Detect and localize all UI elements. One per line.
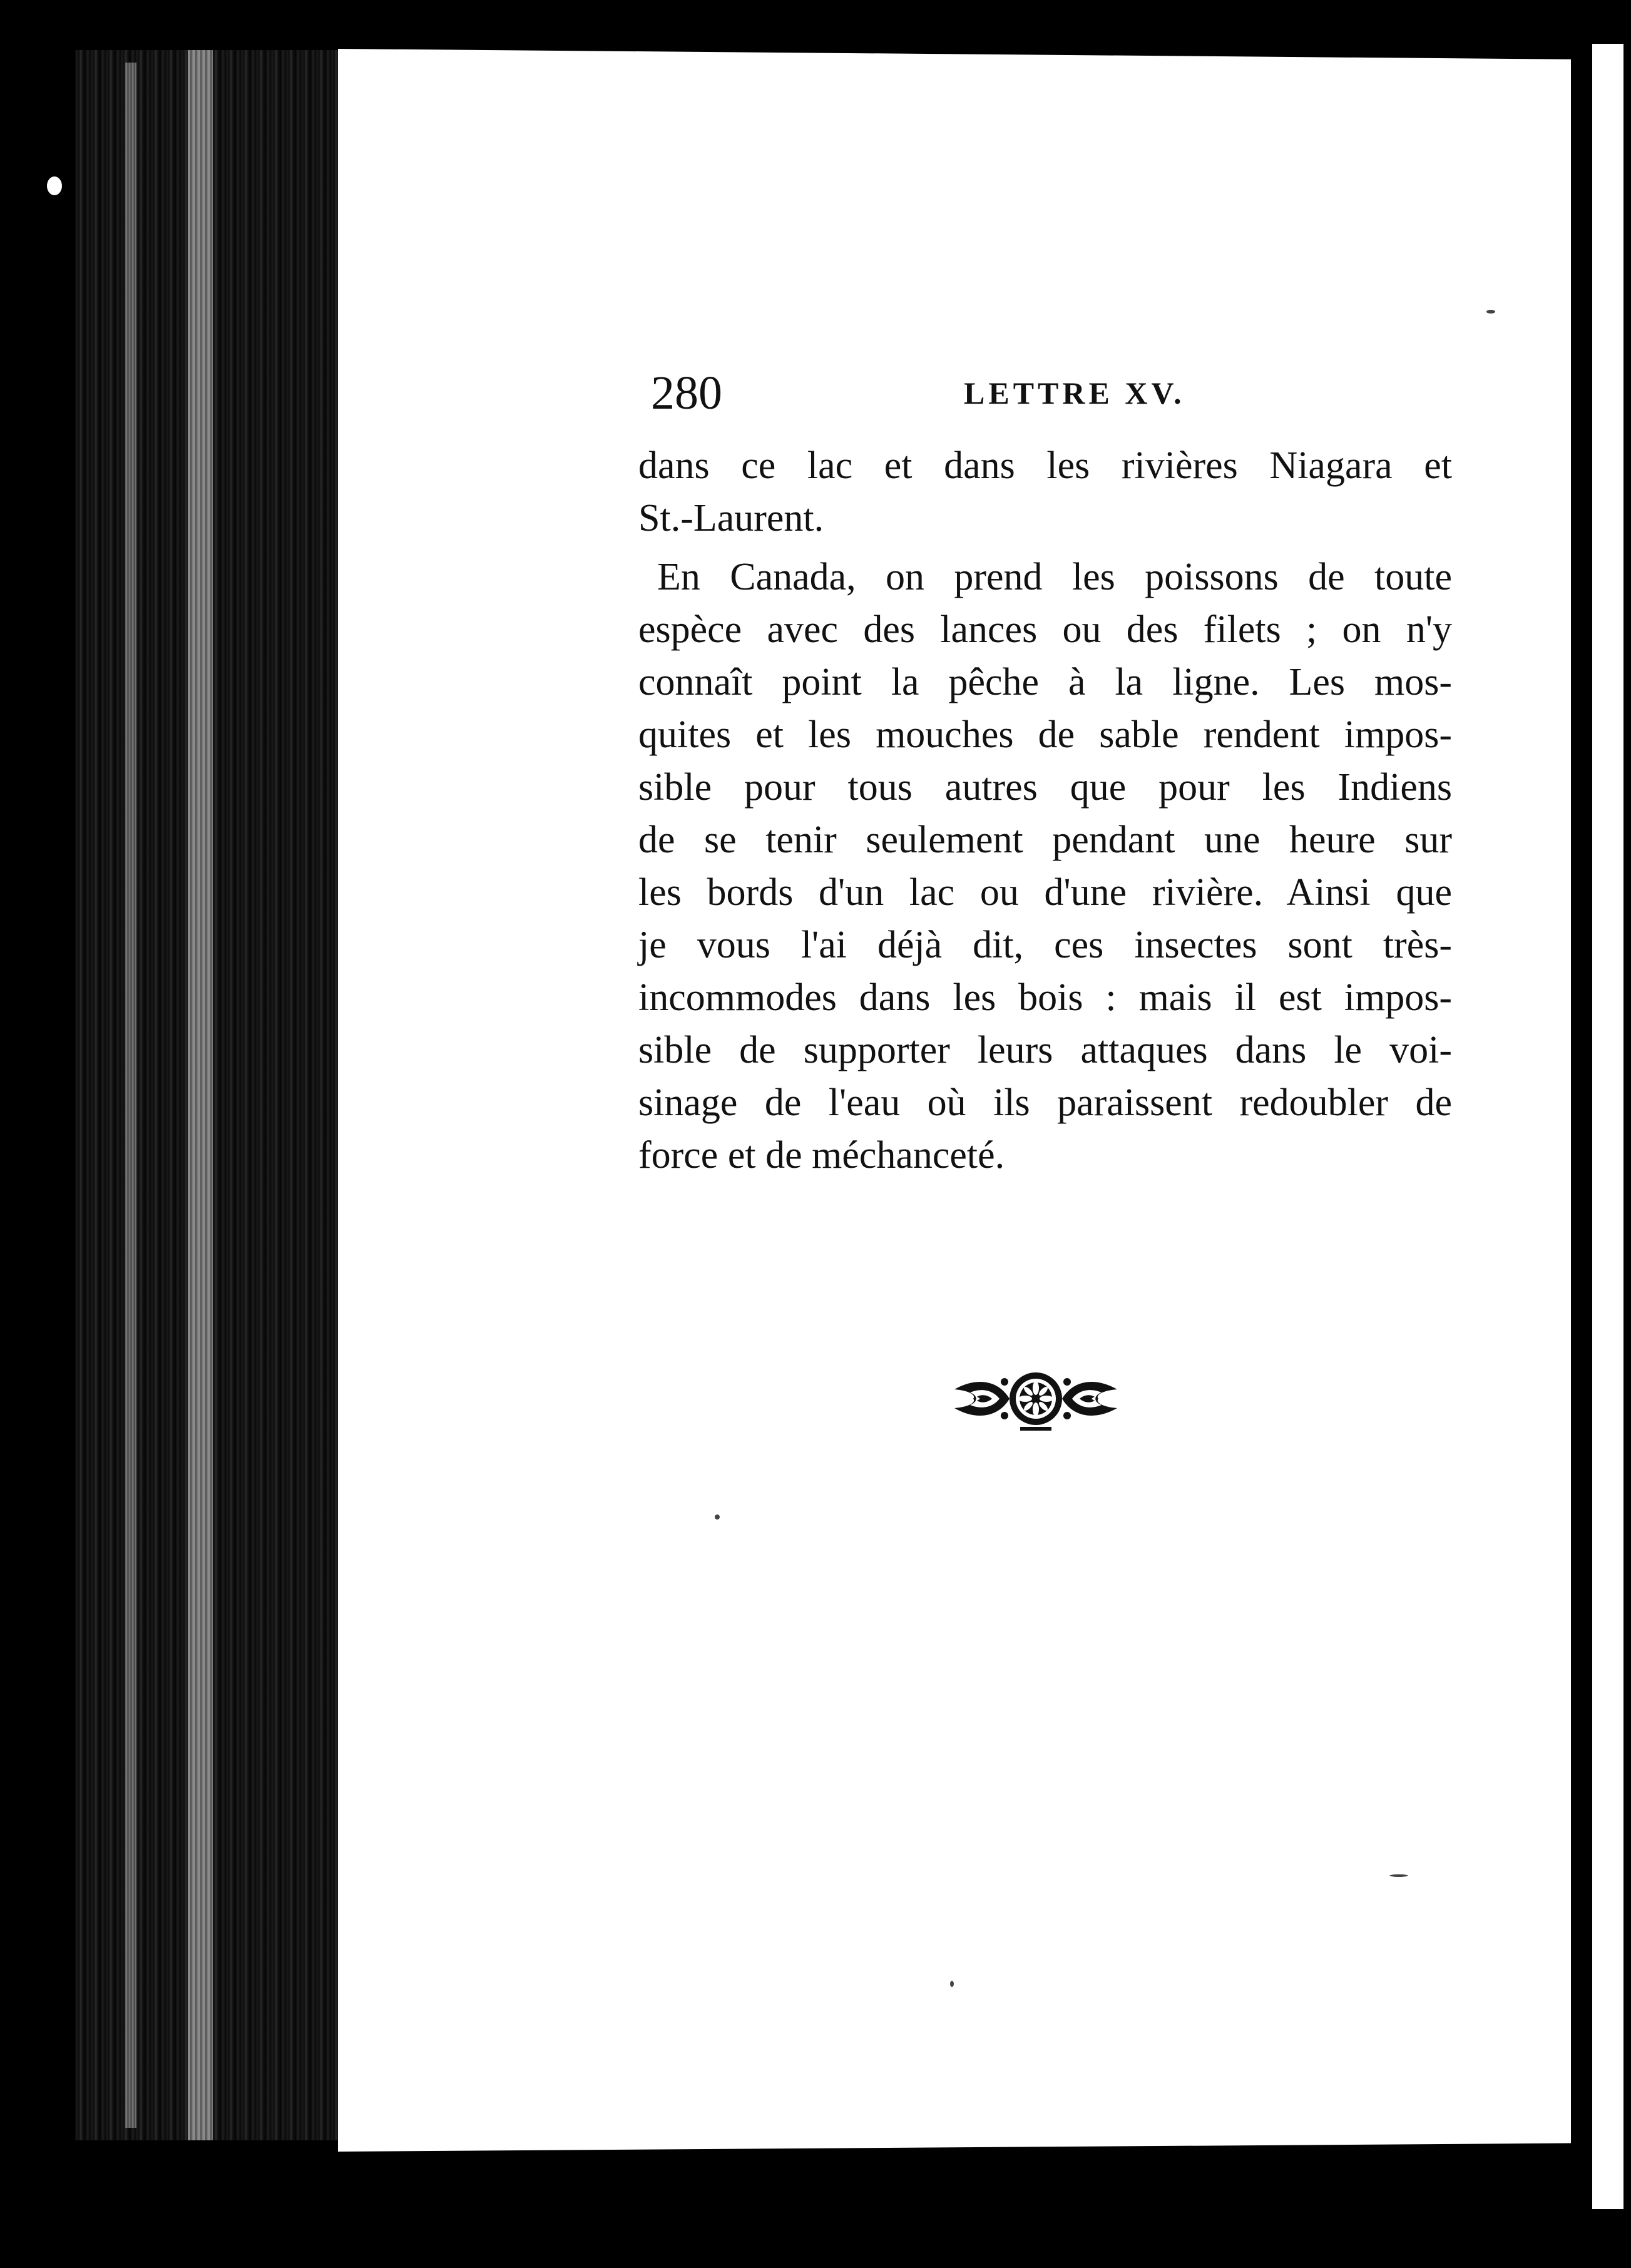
text-line: sinage de l'eau où ils paraissent redoubler de bbox=[638, 1081, 1452, 1124]
text-line: dans ce lac et dans les rivières Niagara et bbox=[638, 444, 1452, 487]
scan-speck bbox=[950, 1981, 954, 1987]
text-line: En Canada, on prend les poissons de toute bbox=[657, 556, 1452, 598]
facing-page-edge bbox=[1577, 44, 1623, 2209]
text-line: St.-Laurent. bbox=[638, 497, 824, 539]
text-line: espèce avec des lances ou des filets ; on n'y bbox=[638, 608, 1452, 651]
text-line: force et de méchanceté. bbox=[638, 1134, 1005, 1177]
text-line: incommodes dans les bois : mais il est impos- bbox=[638, 976, 1452, 1019]
book-edge-highlight-outer bbox=[125, 63, 136, 2128]
text-line: sible de supporter leurs attaques dans le voi- bbox=[638, 1029, 1452, 1071]
text-line: sible pour tous autres que pour les Indiens bbox=[638, 766, 1452, 809]
book-edge-highlight bbox=[188, 50, 213, 2140]
fleuron-ornament-icon bbox=[942, 1364, 1130, 1433]
text-line: je vous l'ai déjà dit, ces insectes sont très- bbox=[638, 924, 1452, 966]
scan-speck bbox=[1486, 310, 1495, 314]
scan-speck bbox=[715, 1515, 720, 1520]
text-line: les bords d'un lac ou d'une rivière. Ainsi que bbox=[638, 871, 1452, 914]
running-head: LETTRE XV. bbox=[964, 375, 1185, 411]
page-number: 280 bbox=[651, 367, 722, 419]
text-line: connaît point la pêche à la ligne. Les mos- bbox=[638, 661, 1452, 703]
page-header bbox=[651, 366, 1452, 422]
body-text bbox=[638, 439, 1452, 1182]
scan-speck bbox=[47, 176, 62, 195]
text-line: quites et les mouches de sable rendent impos- bbox=[638, 713, 1452, 756]
paragraph-gap bbox=[638, 544, 1452, 551]
text-line: de se tenir seulement pendant une heure sur bbox=[638, 819, 1452, 861]
scan-speck bbox=[1389, 1874, 1408, 1877]
